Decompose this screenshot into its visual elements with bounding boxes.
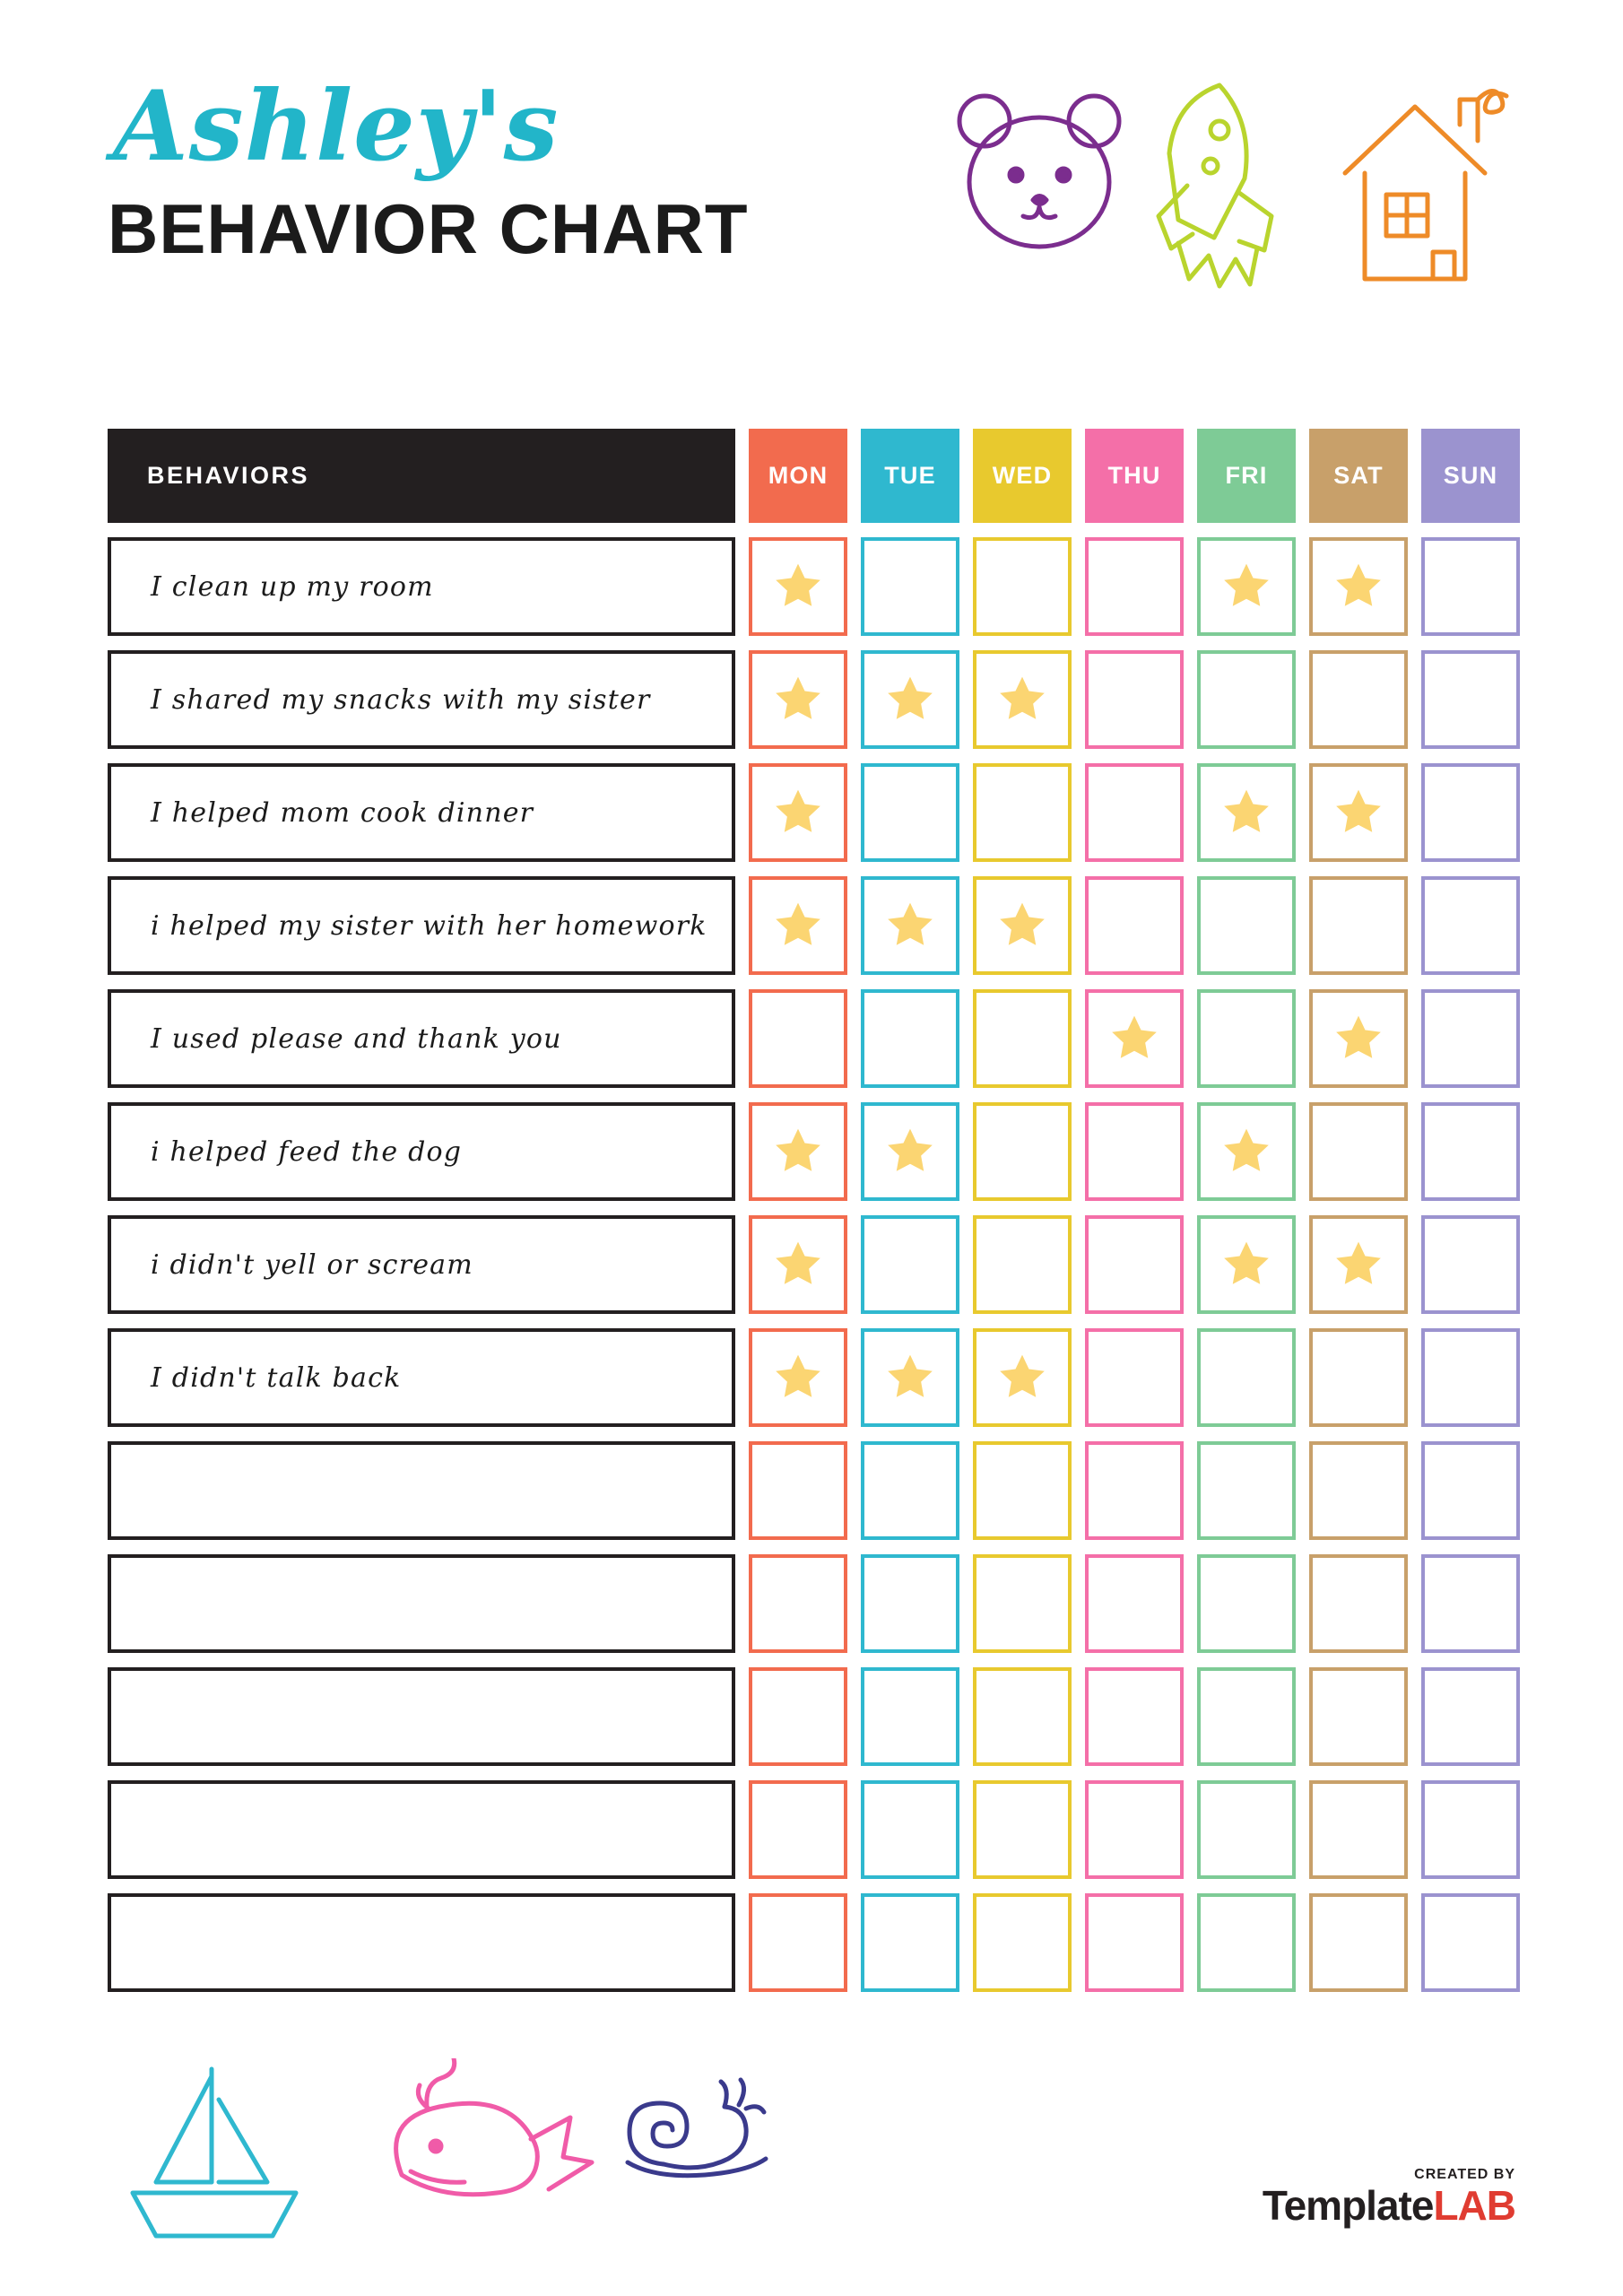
checkbox-cell-mon[interactable] — [749, 650, 847, 749]
day-column-header-fri: FRI — [1197, 429, 1296, 523]
star-icon — [882, 1350, 938, 1405]
checkbox-cell-sun[interactable] — [1421, 1328, 1520, 1427]
header-doodles — [950, 76, 1524, 372]
brand-name — [1262, 2182, 1515, 2229]
table-header-row — [108, 429, 1523, 523]
checkbox-cell-thu[interactable] — [1085, 1441, 1184, 1540]
title-block — [108, 70, 749, 269]
checkbox-cell-sat[interactable] — [1309, 537, 1408, 636]
checkbox-cell-thu[interactable] — [1085, 1780, 1184, 1879]
checkbox-cell-sun[interactable] — [1421, 989, 1520, 1088]
checkbox-cell-tue[interactable] — [861, 537, 959, 636]
behavior-label-cell[interactable]: i didn't yell or scream — [108, 1215, 735, 1314]
brand-logo — [1262, 2167, 1515, 2229]
table-row — [108, 763, 1523, 862]
checkbox-cell-sat[interactable] — [1309, 650, 1408, 749]
checkbox-cell-fri[interactable] — [1197, 1554, 1296, 1653]
checkbox-cell-sat[interactable] — [1309, 1441, 1408, 1540]
star-icon — [994, 672, 1050, 727]
checkbox-cell-mon[interactable] — [749, 537, 847, 636]
star-icon — [770, 672, 826, 727]
checkbox-cell-sun[interactable] — [1421, 1780, 1520, 1879]
checkbox-cell-mon[interactable] — [749, 876, 847, 975]
checkbox-cell-tue[interactable] — [861, 1667, 959, 1766]
checkbox-cell-fri[interactable] — [1197, 1667, 1296, 1766]
star-icon — [770, 1350, 826, 1405]
footer-doodles — [126, 2058, 843, 2247]
checkbox-cell-fri[interactable] — [1197, 1102, 1296, 1201]
behavior-label-cell[interactable]: I shared my snacks with my sister — [108, 650, 735, 749]
day-column-header-tue: TUE — [861, 429, 959, 523]
star-icon — [1331, 559, 1386, 614]
checkbox-cell-wed[interactable] — [973, 1780, 1072, 1879]
star-icon — [1219, 1237, 1274, 1292]
checkbox-cell-mon[interactable] — [749, 1893, 847, 1992]
checkbox-cell-tue[interactable] — [861, 1102, 959, 1201]
bear-face-doodle — [959, 96, 1119, 247]
checkbox-cell-thu[interactable] — [1085, 1215, 1184, 1314]
table-row — [108, 989, 1523, 1088]
table-row — [108, 1667, 1523, 1766]
star-icon — [882, 672, 938, 727]
checkbox-cell-fri[interactable] — [1197, 989, 1296, 1088]
table-row — [108, 537, 1523, 636]
checkbox-cell-tue[interactable] — [861, 989, 959, 1088]
star-icon — [1219, 785, 1274, 840]
checkbox-cell-sun[interactable] — [1421, 537, 1520, 636]
checkbox-cell-sun[interactable] — [1421, 763, 1520, 862]
checkbox-cell-sun[interactable] — [1421, 1893, 1520, 1992]
checkbox-cell-thu[interactable] — [1085, 1102, 1184, 1201]
page-title: BEHAVIOR CHART — [108, 189, 749, 269]
behaviors-column-header: BEHAVIORS — [108, 429, 735, 523]
brand-name-first: Template — [1262, 2182, 1434, 2229]
checkbox-cell-sat[interactable] — [1309, 1893, 1408, 1992]
table-row — [108, 876, 1523, 975]
table-row — [108, 1102, 1523, 1201]
checkbox-cell-fri[interactable] — [1197, 1328, 1296, 1427]
star-icon — [1107, 1011, 1162, 1066]
checkbox-cell-sat[interactable] — [1309, 1780, 1408, 1879]
checkbox-cell-tue[interactable] — [861, 1441, 959, 1540]
checkbox-cell-sun[interactable] — [1421, 1441, 1520, 1540]
checkbox-cell-tue[interactable] — [861, 876, 959, 975]
checkbox-cell-sat[interactable] — [1309, 1554, 1408, 1653]
day-column-header-thu: THU — [1085, 429, 1184, 523]
table-body — [108, 537, 1523, 1992]
day-column-header-sun: SUN — [1421, 429, 1520, 523]
table-row — [108, 1893, 1523, 1992]
checkbox-cell-sat[interactable] — [1309, 1102, 1408, 1201]
checkbox-cell-wed[interactable] — [973, 650, 1072, 749]
table-row — [108, 1554, 1523, 1653]
day-column-header-wed: WED — [973, 429, 1072, 523]
table-row — [108, 1215, 1523, 1314]
star-icon — [882, 898, 938, 953]
day-column-header-mon: MON — [749, 429, 847, 523]
checkbox-cell-wed[interactable] — [973, 1893, 1072, 1992]
checkbox-cell-thu[interactable] — [1085, 650, 1184, 749]
checkbox-cell-sun[interactable] — [1421, 1554, 1520, 1653]
checkbox-cell-mon[interactable] — [749, 1667, 847, 1766]
whale-doodle — [396, 2058, 592, 2195]
rocket-doodle — [1159, 85, 1271, 286]
star-icon — [994, 1350, 1050, 1405]
created-by-label: CREATED BY — [1414, 2167, 1515, 2182]
checkbox-cell-wed[interactable] — [973, 989, 1072, 1088]
star-icon — [770, 1237, 826, 1292]
checkbox-cell-thu[interactable] — [1085, 989, 1184, 1088]
star-icon — [1219, 559, 1274, 614]
table-row — [108, 1780, 1523, 1879]
checkbox-cell-mon[interactable] — [749, 763, 847, 862]
checkbox-cell-sun[interactable] — [1421, 1215, 1520, 1314]
star-icon — [1331, 785, 1386, 840]
checkbox-cell-fri[interactable] — [1197, 650, 1296, 749]
behavior-label-cell[interactable] — [108, 1780, 735, 1879]
checkbox-cell-wed[interactable] — [973, 1441, 1072, 1540]
checkbox-cell-wed[interactable] — [973, 1554, 1072, 1653]
checkbox-cell-wed[interactable] — [973, 1667, 1072, 1766]
behavior-label-cell[interactable]: i helped feed the dog — [108, 1102, 735, 1201]
behavior-label-cell[interactable]: I used please and thank you — [108, 989, 735, 1088]
checkbox-cell-mon[interactable] — [749, 989, 847, 1088]
star-icon — [994, 898, 1050, 953]
star-icon — [770, 898, 826, 953]
checkbox-cell-mon[interactable] — [749, 1215, 847, 1314]
checkbox-cell-thu[interactable] — [1085, 1893, 1184, 1992]
checkbox-cell-thu[interactable] — [1085, 1554, 1184, 1653]
checkbox-cell-sat[interactable] — [1309, 1215, 1408, 1314]
behavior-label-cell[interactable] — [108, 1667, 735, 1766]
checkbox-cell-thu[interactable] — [1085, 763, 1184, 862]
checkbox-cell-sun[interactable] — [1421, 1102, 1520, 1201]
page-header — [108, 70, 1515, 381]
checkbox-cell-wed[interactable] — [973, 876, 1072, 975]
checkbox-cell-sun[interactable] — [1421, 1667, 1520, 1766]
checkbox-cell-wed[interactable] — [973, 1102, 1072, 1201]
child-name: Ashley's — [113, 70, 560, 183]
behavior-label-cell[interactable] — [108, 1893, 735, 1992]
checkbox-cell-fri[interactable] — [1197, 1441, 1296, 1540]
behavior-label-cell[interactable]: I helped mom cook dinner — [108, 763, 735, 862]
behavior-label-cell[interactable]: i helped my sister with her homework — [108, 876, 735, 975]
star-icon — [1331, 1011, 1386, 1066]
checkbox-cell-mon[interactable] — [749, 1328, 847, 1427]
checkbox-cell-fri[interactable] — [1197, 1893, 1296, 1992]
checkbox-cell-wed[interactable] — [973, 1328, 1072, 1427]
checkbox-cell-fri[interactable] — [1197, 763, 1296, 862]
behavior-table — [108, 429, 1523, 1992]
checkbox-cell-sun[interactable] — [1421, 876, 1520, 975]
checkbox-cell-sat[interactable] — [1309, 989, 1408, 1088]
checkbox-cell-thu[interactable] — [1085, 1667, 1184, 1766]
checkbox-cell-fri[interactable] — [1197, 537, 1296, 636]
checkbox-cell-sat[interactable] — [1309, 1667, 1408, 1766]
checkbox-cell-tue[interactable] — [861, 1328, 959, 1427]
star-icon — [1219, 1124, 1274, 1179]
checkbox-cell-tue[interactable] — [861, 1893, 959, 1992]
table-row — [108, 650, 1523, 749]
star-icon — [882, 1124, 938, 1179]
checkbox-cell-wed[interactable] — [973, 537, 1072, 636]
house-doodle — [1345, 91, 1506, 279]
star-icon — [1331, 1237, 1386, 1292]
checkbox-cell-fri[interactable] — [1197, 1215, 1296, 1314]
checkbox-cell-thu[interactable] — [1085, 537, 1184, 636]
day-column-header-sat: SAT — [1309, 429, 1408, 523]
checkbox-cell-sat[interactable] — [1309, 763, 1408, 862]
checkbox-cell-tue[interactable] — [861, 1215, 959, 1314]
table-row — [108, 1328, 1523, 1427]
checkbox-cell-fri[interactable] — [1197, 1780, 1296, 1879]
brand-name-second: LAB — [1433, 2182, 1515, 2229]
star-icon — [770, 559, 826, 614]
star-icon — [770, 785, 826, 840]
behavior-label-cell[interactable]: I clean up my room — [108, 537, 735, 636]
table-row — [108, 1441, 1523, 1540]
checkbox-cell-thu[interactable] — [1085, 1328, 1184, 1427]
sailboat-doodle — [133, 2069, 296, 2236]
checkbox-cell-fri[interactable] — [1197, 876, 1296, 975]
checkbox-cell-sat[interactable] — [1309, 1328, 1408, 1427]
checkbox-cell-tue[interactable] — [861, 1780, 959, 1879]
checkbox-cell-thu[interactable] — [1085, 876, 1184, 975]
behavior-label-cell[interactable]: I didn't talk back — [108, 1328, 735, 1427]
checkbox-cell-wed[interactable] — [973, 763, 1072, 862]
behavior-label-cell[interactable] — [108, 1441, 735, 1540]
checkbox-cell-mon[interactable] — [749, 1102, 847, 1201]
checkbox-cell-tue[interactable] — [861, 763, 959, 862]
snail-doodle — [628, 2080, 766, 2176]
behavior-label-cell[interactable] — [108, 1554, 735, 1653]
checkbox-cell-tue[interactable] — [861, 1554, 959, 1653]
checkbox-cell-tue[interactable] — [861, 650, 959, 749]
checkbox-cell-wed[interactable] — [973, 1215, 1072, 1314]
star-icon — [770, 1124, 826, 1179]
checkbox-cell-sat[interactable] — [1309, 876, 1408, 975]
checkbox-cell-sun[interactable] — [1421, 650, 1520, 749]
checkbox-cell-mon[interactable] — [749, 1780, 847, 1879]
checkbox-cell-mon[interactable] — [749, 1554, 847, 1653]
checkbox-cell-mon[interactable] — [749, 1441, 847, 1540]
